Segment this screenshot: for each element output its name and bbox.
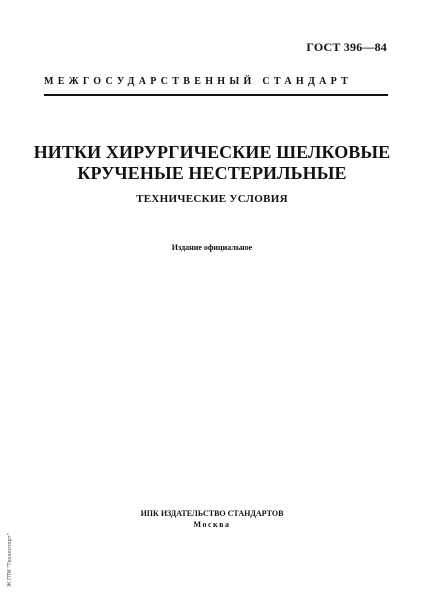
standard-label: МЕЖГОСУДАРСТВЕННЫЙ СТАНДАРТ [44, 76, 353, 87]
publisher-block [30, 508, 394, 530]
gost-number: ГОСТ 396—84 [306, 40, 387, 54]
publisher-city: Москва [193, 520, 231, 529]
side-watermark [0, 530, 20, 590]
side-watermark-text: Ж ПТИ "Техэкспорт" [7, 533, 13, 587]
document-title [30, 142, 394, 184]
header-rule [44, 94, 388, 96]
document-subtitle: ТЕХНИЧЕСКИЕ УСЛОВИЯ [136, 193, 288, 205]
publisher-name: ИПК ИЗДАТЕЛЬСТВО СТАНДАРТОВ [140, 509, 284, 518]
edition-note: Издание официальное [171, 243, 253, 252]
title-line-2: КРУЧЕНЫЕ НЕСТЕРИЛЬНЫЕ [77, 163, 347, 183]
standard-header [44, 76, 388, 96]
title-line-1: НИТКИ ХИРУРГИЧЕСКИЕ ШЕЛКОВЫЕ [33, 142, 391, 162]
